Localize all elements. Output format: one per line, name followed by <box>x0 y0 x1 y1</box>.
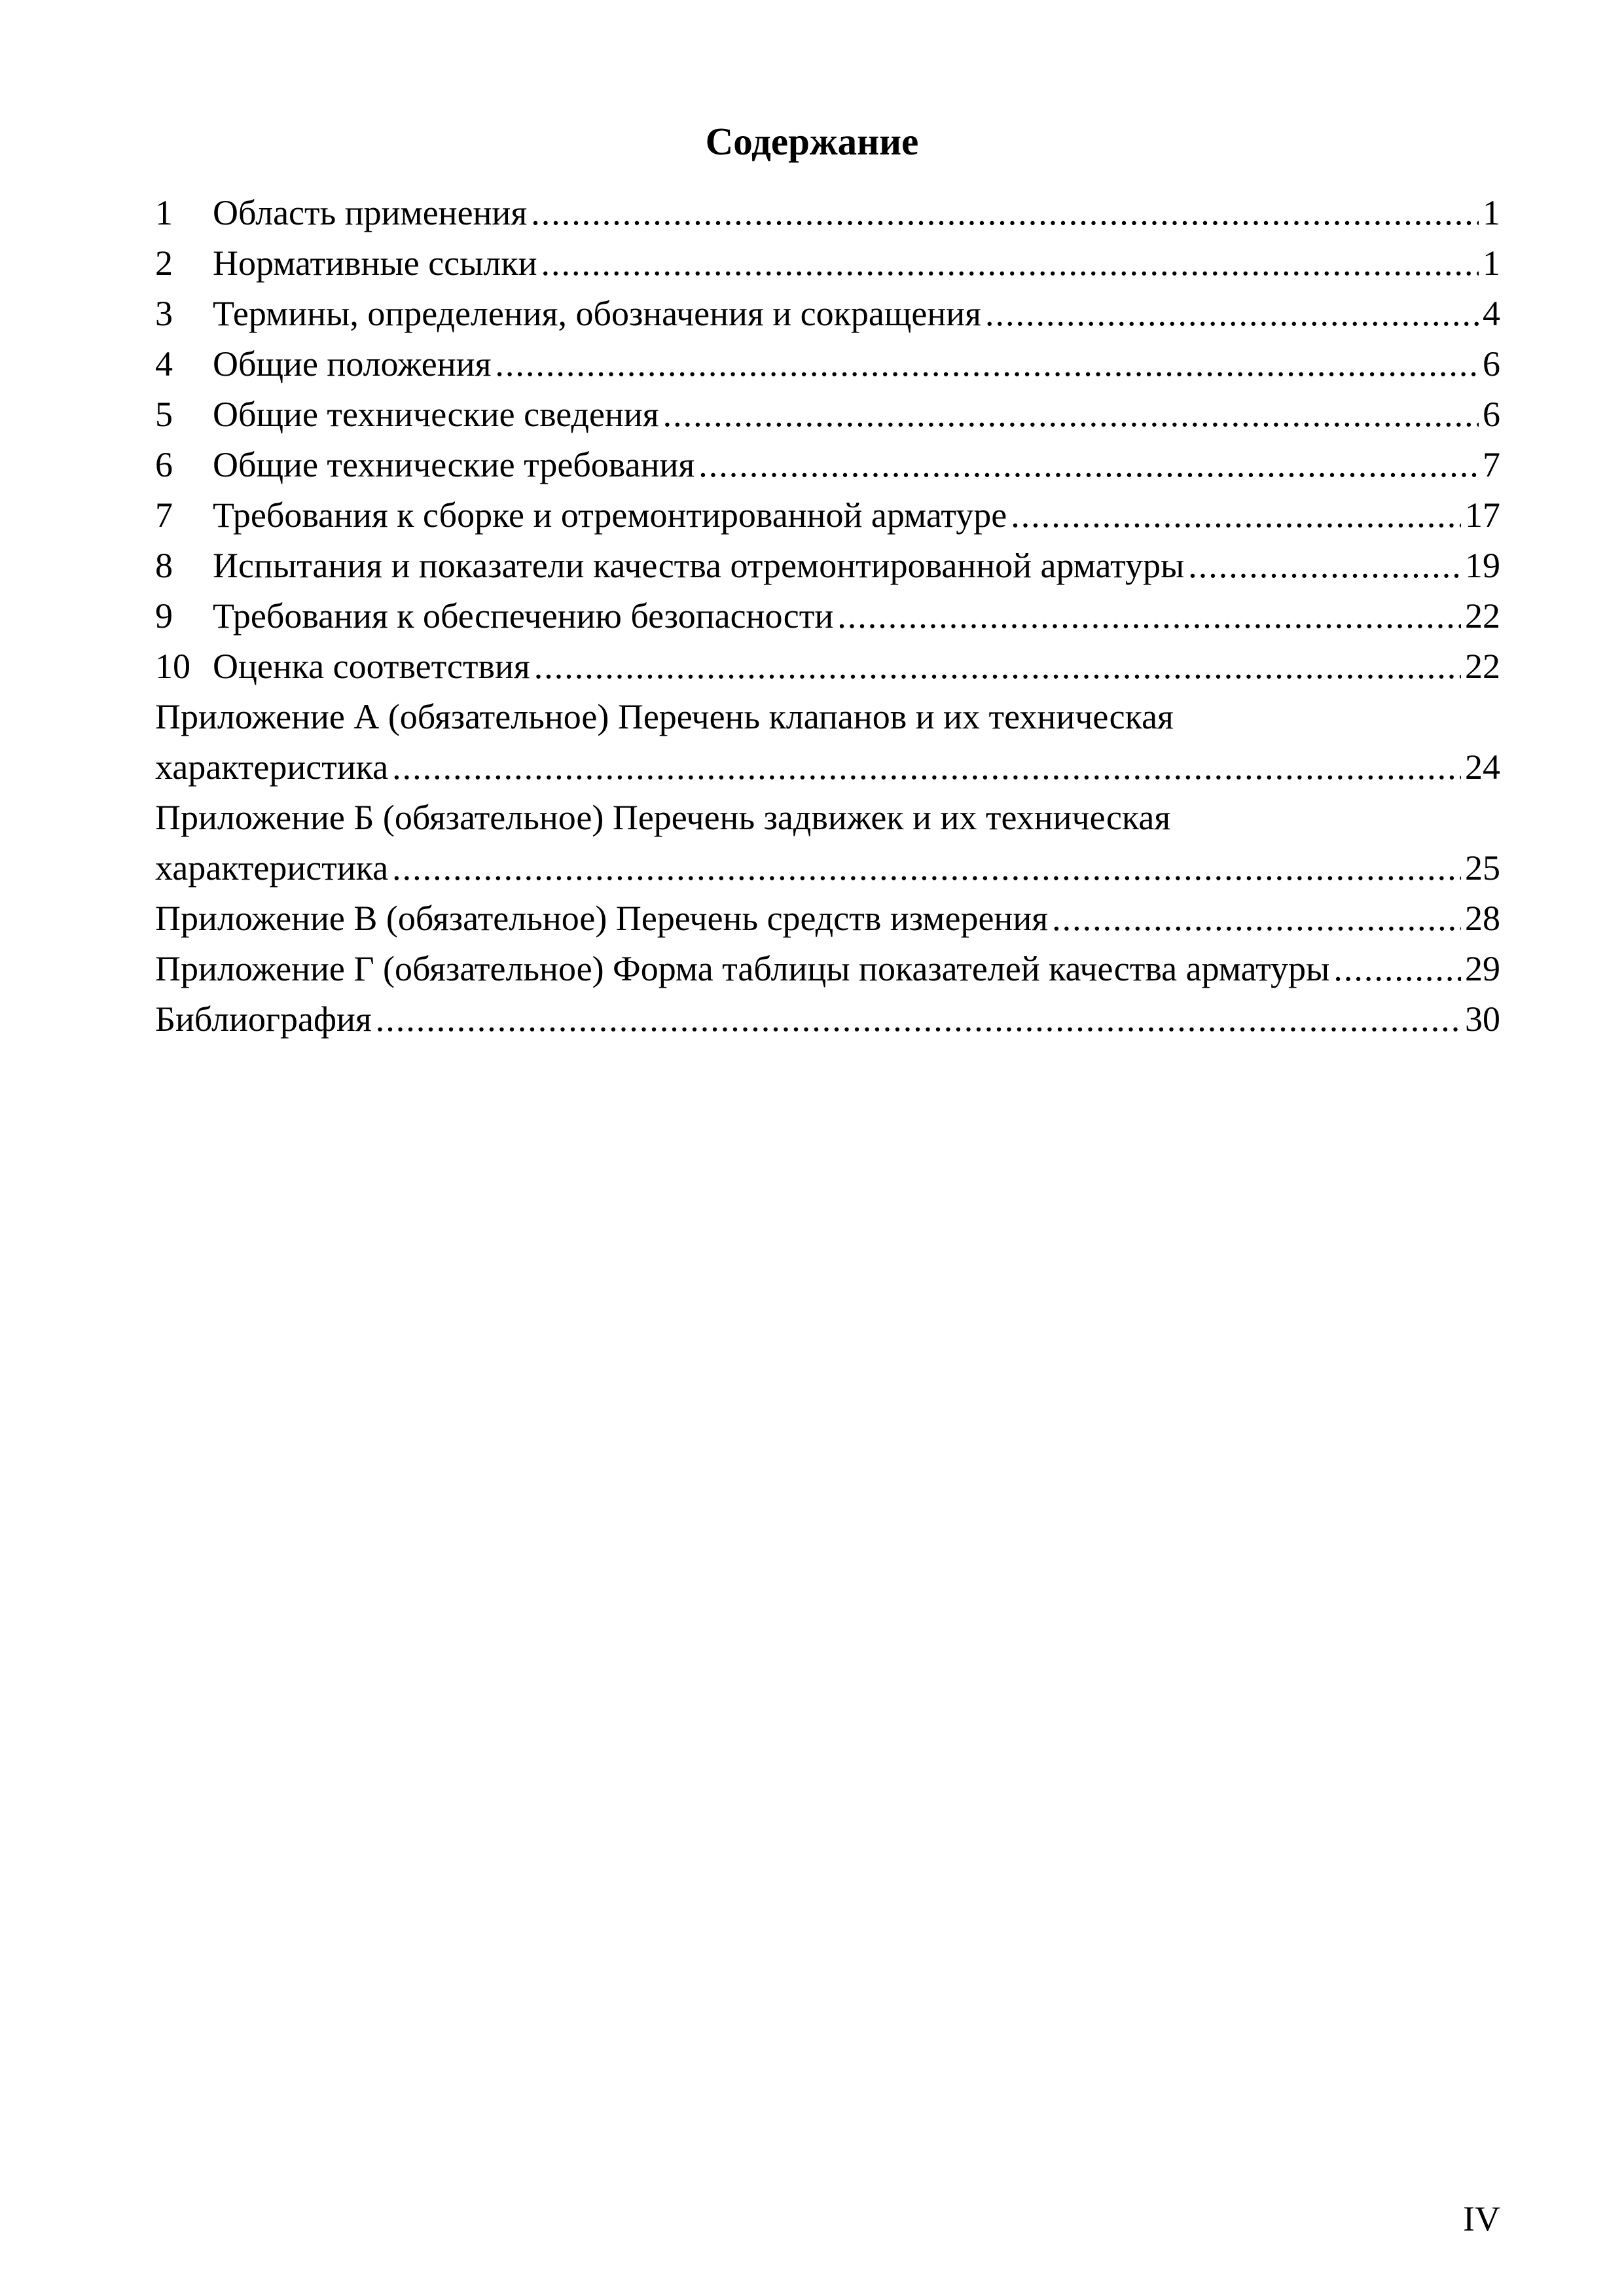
appendix-item-first-line <box>155 692 1500 742</box>
appendix-item <box>155 742 1500 793</box>
table-of-contents <box>155 188 1500 1045</box>
toc-item-title: Общие положения <box>213 344 492 384</box>
appendix-item-title: Приложение А (обязательное) Перечень клапанов и их техническая <box>155 697 1174 736</box>
toc-item-title: Термины, определения, обозначения и сокращения <box>213 294 981 333</box>
toc-item-title: Оценка соответствия <box>213 647 530 686</box>
toc-item-page: 22 <box>1465 647 1500 686</box>
dot-leader <box>392 742 1461 793</box>
toc-item-number: 8 <box>155 546 173 585</box>
toc-item-number: 4 <box>155 344 173 384</box>
appendix-item-page: 29 <box>1465 949 1500 988</box>
toc-item-number: 10 <box>155 647 190 686</box>
toc-item-title: Требования к сборке и отремонтированной арматуре <box>213 495 1007 535</box>
appendix-item-title: Приложение В (обязательное) Перечень средств измерения <box>155 899 1049 938</box>
dot-leader <box>837 591 1461 641</box>
toc-item-title: Нормативные ссылки <box>213 243 537 283</box>
toc-item-page: 4 <box>1483 294 1500 333</box>
toc-item-title: Общие технические требования <box>213 445 695 484</box>
toc-item <box>155 188 1500 238</box>
bibliography-page: 30 <box>1465 999 1500 1039</box>
toc-item-number: 5 <box>155 395 173 434</box>
toc-item-number: 7 <box>155 495 173 535</box>
appendix-item-page: 28 <box>1465 899 1500 938</box>
appendix-item-page: 25 <box>1465 848 1500 888</box>
dot-leader <box>1188 541 1461 591</box>
toc-item-page: 17 <box>1465 495 1500 535</box>
appendix-item-page: 24 <box>1465 747 1500 787</box>
appendix-item-title-continued: характеристика <box>155 848 389 888</box>
toc-item <box>155 339 1500 389</box>
dot-leader <box>541 238 1479 289</box>
bibliography-item <box>155 994 1500 1045</box>
dot-leader <box>698 440 1479 490</box>
appendix-item <box>155 893 1500 944</box>
toc-item-page: 1 <box>1483 243 1500 283</box>
dot-leader <box>1052 893 1461 944</box>
toc-item <box>155 541 1500 591</box>
toc-item-title: Испытания и показатели качества отремонтированной арматуры <box>213 546 1185 585</box>
toc-item <box>155 591 1500 641</box>
appendix-item <box>155 944 1500 994</box>
toc-item <box>155 238 1500 289</box>
appendix-item-title: Приложение Б (обязательное) Перечень задвижек и их техническая <box>155 798 1171 837</box>
dot-leader <box>376 994 1461 1045</box>
toc-item-page: 6 <box>1483 395 1500 434</box>
dot-leader <box>1011 490 1461 541</box>
toc-item <box>155 389 1500 440</box>
toc-item-page: 6 <box>1483 344 1500 384</box>
appendix-item-first-line <box>155 793 1500 843</box>
toc-item <box>155 490 1500 541</box>
toc-item-page: 19 <box>1465 546 1500 585</box>
toc-item <box>155 289 1500 339</box>
toc-item-title: Область применения <box>213 193 528 232</box>
bibliography-title: Библиография <box>155 999 372 1039</box>
dot-leader <box>534 641 1461 692</box>
page-title: Содержание <box>705 120 919 163</box>
toc-item-number: 1 <box>155 193 173 232</box>
appendix-item-title: Приложение Г (обязательное) Форма таблицы показателей качества арматуры <box>155 949 1330 988</box>
toc-item-number: 9 <box>155 596 173 636</box>
dot-leader <box>985 289 1479 339</box>
toc-item <box>155 641 1500 692</box>
toc-item-number: 2 <box>155 243 173 283</box>
dot-leader <box>1333 944 1461 994</box>
dot-leader <box>531 188 1479 238</box>
toc-item-number: 6 <box>155 445 173 484</box>
toc-item-title: Общие технические сведения <box>213 395 659 434</box>
toc-item <box>155 440 1500 490</box>
appendix-item-title-continued: характеристика <box>155 747 389 787</box>
toc-item-page: 22 <box>1465 596 1500 636</box>
toc-item-page: 1 <box>1483 193 1500 232</box>
dot-leader <box>392 843 1461 893</box>
dot-leader <box>663 389 1479 440</box>
page-number: IV <box>1463 2199 1500 2238</box>
toc-item-title: Требования к обеспечению безопасности <box>213 596 834 636</box>
dot-leader <box>495 339 1479 389</box>
toc-item-number: 3 <box>155 294 173 333</box>
toc-item-page: 7 <box>1483 445 1500 484</box>
appendix-item <box>155 843 1500 893</box>
